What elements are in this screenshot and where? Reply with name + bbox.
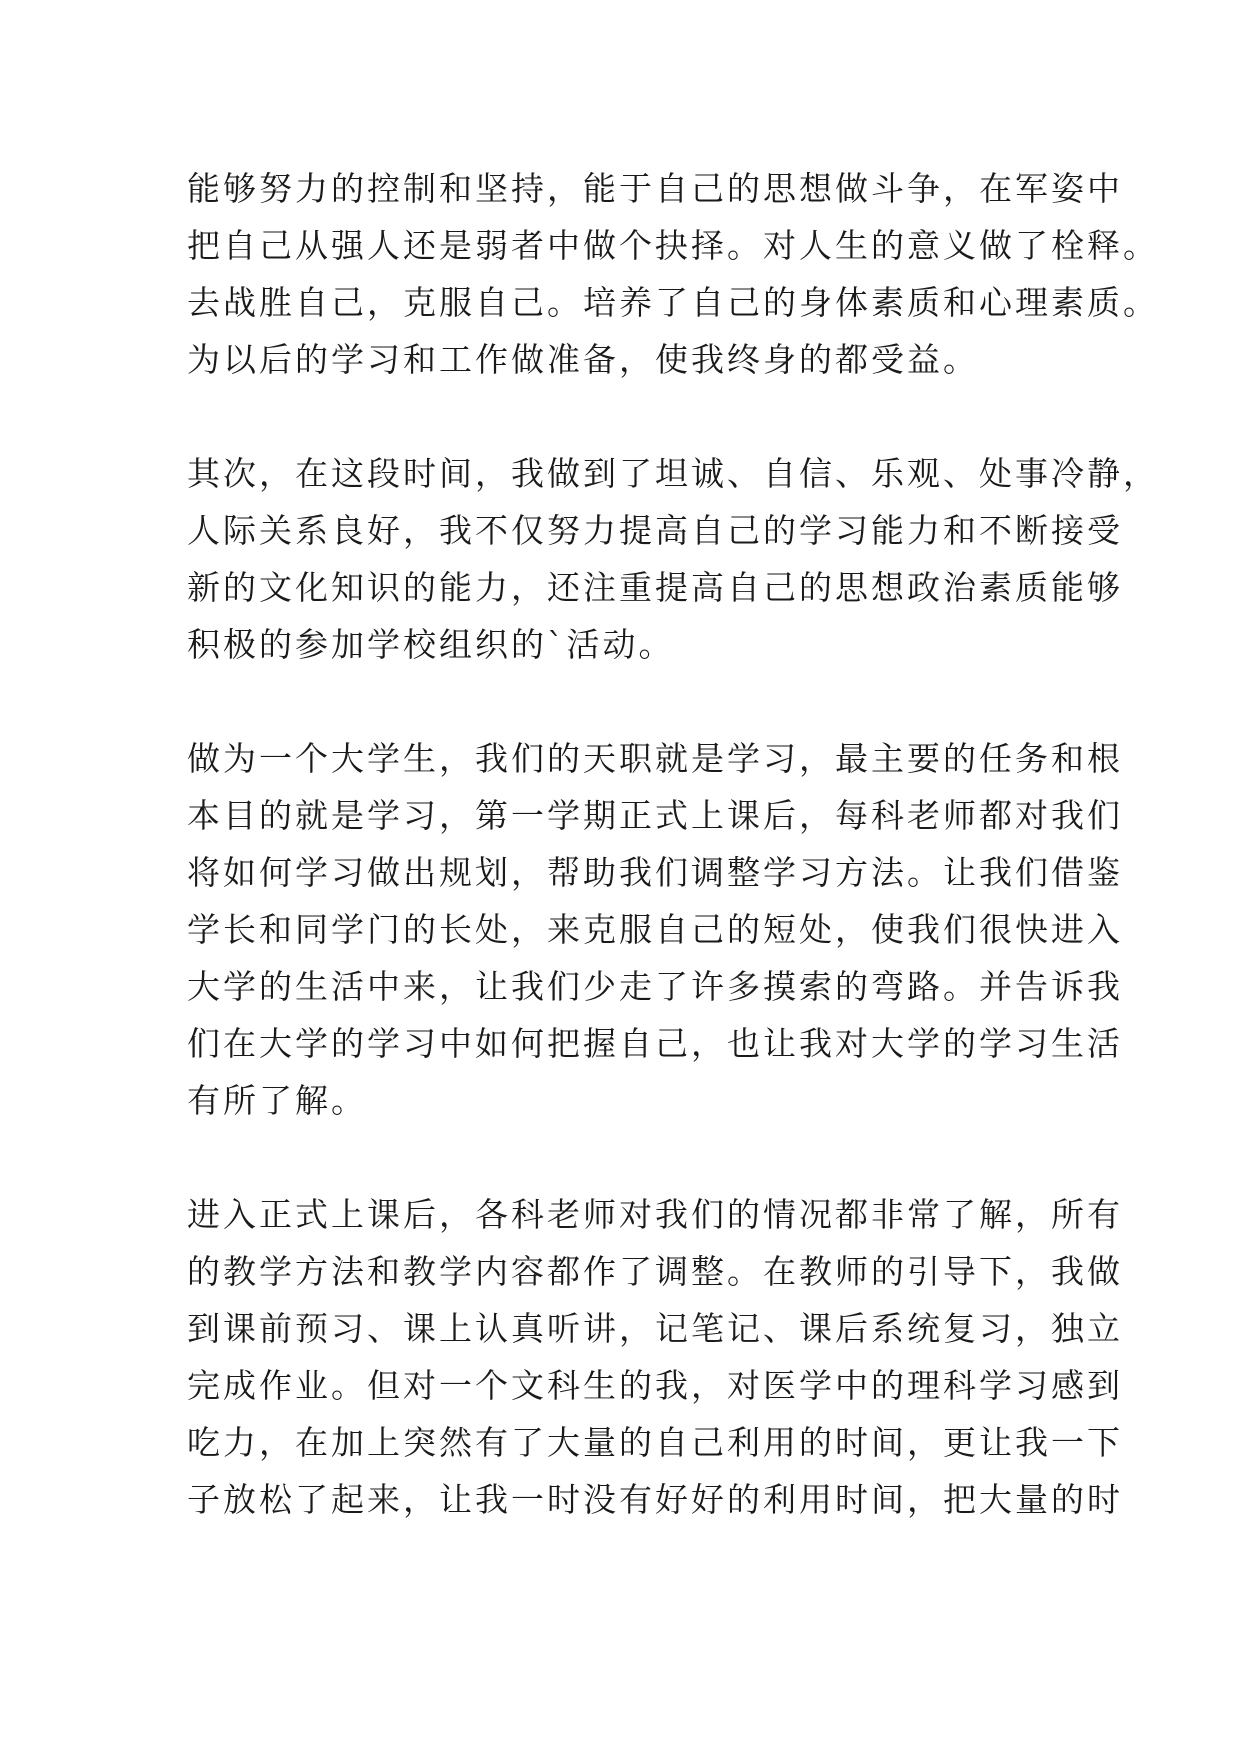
text-line: 把自己从强人还是弱者中做个抉择。对人生的意义做了栓释。 <box>187 226 1159 265</box>
paragraph-3 <box>187 730 1123 1129</box>
paragraph-2 <box>187 445 1159 673</box>
document-body <box>187 160 1159 1585</box>
text-line: 进入正式上课后，各科老师对我们的情况都非常了解，所有 <box>187 1195 1123 1234</box>
paragraph-1 <box>187 160 1159 388</box>
text-line: 将如何学习做出规划，帮助我们调整学习方法。让我们借鉴 <box>187 853 1123 892</box>
text-line: 其次，在这段时间，我做到了坦诚、自信、乐观、处事冷静， <box>187 454 1159 493</box>
text-line: 完成作业。但对一个文科生的我，对医学中的理科学习感到 <box>187 1366 1123 1405</box>
text-line: 本目的就是学习，第一学期正式上课后，每科老师都对我们 <box>187 796 1123 835</box>
text-line: 新的文化知识的能力，还注重提高自己的思想政治素质能够 <box>187 568 1123 607</box>
text-line: 去战胜自己，克服自己。培养了自己的身体素质和心理素质。 <box>187 283 1159 322</box>
text-line: 为以后的学习和工作做准备，使我终身的都受益。 <box>187 340 979 379</box>
text-line: 有所了解。 <box>187 1081 367 1120</box>
text-line: 的教学方法和教学内容都作了调整。在教师的引导下，我做 <box>187 1252 1123 1291</box>
text-line: 大学的生活中来，让我们少走了许多摸索的弯路。并告诉我 <box>187 967 1123 1006</box>
text-line: 吃力，在加上突然有了大量的自己利用的时间，更让我一下 <box>187 1423 1123 1462</box>
text-line: 子放松了起来，让我一时没有好好的利用时间，把大量的时 <box>187 1480 1123 1519</box>
text-line: 学长和同学门的长处，来克服自己的短处，使我们很快进入 <box>187 910 1123 949</box>
text-line: 人际关系良好，我不仅努力提高自己的学习能力和不断接受 <box>187 511 1123 550</box>
paragraph-4 <box>187 1186 1123 1528</box>
text-line: 做为一个大学生，我们的天职就是学习，最主要的任务和根 <box>187 739 1123 778</box>
text-line: 们在大学的学习中如何把握自己，也让我对大学的学习生活 <box>187 1024 1123 1063</box>
text-line: 能够努力的控制和坚持，能于自己的思想做斗争，在军姿中 <box>187 169 1123 208</box>
text-line: 积极的参加学校组织的`活动。 <box>187 625 675 664</box>
text-line: 到课前预习、课上认真听讲，记笔记、课后系统复习，独立 <box>187 1309 1123 1348</box>
